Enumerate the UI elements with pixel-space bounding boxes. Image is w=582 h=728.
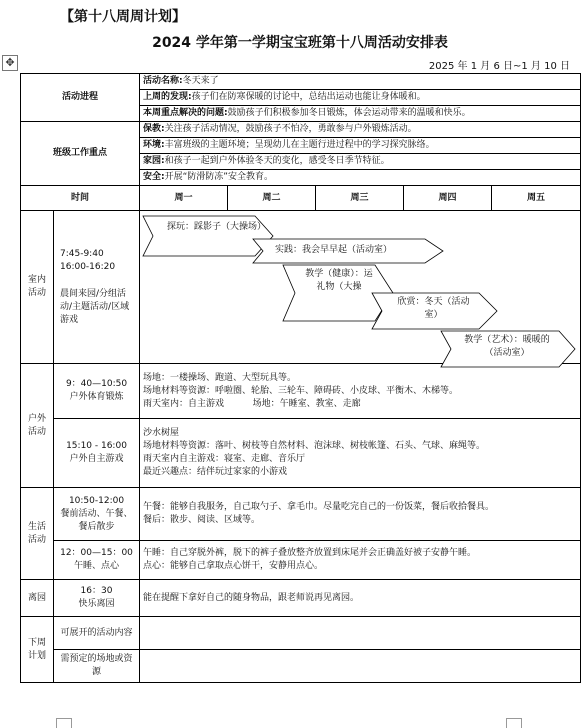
detail-line: 餐后：散步、阅读、区域等。 xyxy=(143,515,261,525)
leave-row xyxy=(21,580,581,617)
next-week-content[interactable] xyxy=(140,617,581,650)
focus-item: 家园:和孩子一起到户外体验冬天的变化，感受冬日季节特征。 xyxy=(140,154,581,170)
plan-table xyxy=(20,73,581,683)
focus-item: 环境:丰富班级的主题环境；呈现幼儿在主题行进过程中的学习探究脉络。 xyxy=(140,138,581,154)
outdoor-row-0 xyxy=(21,364,581,419)
date-range: 2025 年 1 月 6 日~1 月 10 日 xyxy=(428,61,570,72)
day-header: 周一 xyxy=(140,186,228,211)
outdoor-time: 9：40—10:50 xyxy=(65,379,128,389)
leave-time: 16：30 xyxy=(80,586,113,596)
detail-line: 场地材料等资源：落叶、树枝等自然材料、泡沫球、树枝帐篷、石头、气球、麻绳等。 xyxy=(143,441,486,451)
detail-line: 午餐：能够自我服务，自己取勺子、拿毛巾。尽量吃完自己的一份饭菜，餐后收拾餐具。 xyxy=(143,502,495,512)
detail-line: 场地：一楼操场、跑道、大型玩具等。 xyxy=(143,372,297,383)
outdoor-name: 户外自主游戏 xyxy=(69,454,124,464)
detail-line: 沙水树屋 xyxy=(143,428,180,438)
flow-arrow-label: 实践：我会早早起（活动室） xyxy=(275,245,393,255)
detail-line: 午睡：自己穿脱外裤，脱下的裤子叠放整齐放置到床尾并会正确盖好被子安静午睡。 xyxy=(143,548,477,558)
flow-arrow-label: 教学（艺术）：暖暖的（活动室） xyxy=(464,335,550,358)
leave-time-cell xyxy=(54,580,140,617)
next-week-row-0 xyxy=(21,617,581,650)
table-move-handle-icon[interactable]: ✥ xyxy=(2,55,18,71)
leave-label: 离园 xyxy=(21,580,54,617)
indoor-time-cell xyxy=(54,211,140,364)
life-row-0 xyxy=(21,488,581,541)
indoor-row xyxy=(21,211,581,364)
outdoor-detail xyxy=(140,419,581,488)
progress-row-0 xyxy=(21,74,581,90)
day-header: 周二 xyxy=(228,186,316,211)
next-week-label: 下周计划 xyxy=(21,617,54,683)
life-label: 生活活动 xyxy=(21,488,54,580)
progress-item: 活动名称:冬天来了 xyxy=(140,74,581,90)
focus-row-0 xyxy=(21,122,581,138)
outdoor-row-1 xyxy=(21,419,581,488)
outdoor-label: 户外活动 xyxy=(21,364,54,488)
week-header-row xyxy=(21,186,581,211)
flow-arrow xyxy=(441,331,575,367)
life-detail xyxy=(140,541,581,580)
life-detail xyxy=(140,488,581,541)
life-row-1 xyxy=(21,541,581,580)
life-time: 10:50-12:00 xyxy=(68,495,125,506)
life-time-cell xyxy=(54,541,140,580)
progress-item: 上周的发现:孩子们在防寒保暖的讨论中，总结出运动也能让身体暖和。 xyxy=(140,90,581,106)
next-week-content[interactable] xyxy=(140,650,581,683)
detail-line: 点心：能够自己拿取点心饼干，安静用点心。 xyxy=(143,561,324,571)
next-week-item: 需预定的场地或资源 xyxy=(54,650,140,683)
next-week-item: 可展开的活动内容 xyxy=(54,617,140,650)
next-week-row-1 xyxy=(21,650,581,683)
leave-name: 快乐离园 xyxy=(78,599,115,609)
flow-arrow-label: 教学（健康）：运礼物（大操 xyxy=(305,269,373,292)
day-header: 周四 xyxy=(404,186,492,211)
flow-arrow-label: 欣赏：冬天（活动室） xyxy=(397,297,470,320)
life-name: 午睡、点心 xyxy=(74,561,120,571)
progress-item: 本周重点解决的问题:鼓励孩子们积极参加冬日锻炼，体会运动带来的温暖和快乐。 xyxy=(140,106,581,122)
detail-line: 场地材料等资源：呼啦圈、轮胎、三轮车、障碍砖、小皮球、平衡木、木梯等。 xyxy=(143,385,459,396)
focus-item: 保教:关注孩子活动情况，鼓励孩子不怕冷，勇敢参与户外锻炼活动。 xyxy=(140,122,581,138)
outdoor-detail xyxy=(140,364,581,419)
life-name: 餐前活动、午餐、餐后散步 xyxy=(60,508,133,532)
detail-line: 雨天室内自主游戏：寝室、走廊、音乐厅 xyxy=(143,454,306,464)
time-header: 时间 xyxy=(21,186,140,211)
outdoor-time-cell xyxy=(54,364,140,419)
outdoor-time-cell xyxy=(54,419,140,488)
flow-arrow xyxy=(372,293,497,329)
day-header: 周三 xyxy=(316,186,404,211)
focus-label: 班级工作重点 xyxy=(21,122,140,186)
page-title: 2024 学年第一学期宝宝班第十八周活动安排表 xyxy=(152,35,448,51)
day-header: 周五 xyxy=(492,186,581,211)
progress-label: 活动进程 xyxy=(21,74,140,122)
indoor-time: 7:45-9:40 xyxy=(60,248,104,259)
indoor-types: 晨间来园/分组活动/主题活动/区域游戏 xyxy=(60,288,130,325)
indoor-time: 16:00-16:20 xyxy=(60,261,116,272)
detail-line: 最近兴趣点：结伴玩过家家的小游戏 xyxy=(143,467,288,477)
detail-line: 雨天室内：自主游戏 场地：午睡室、教室、走廊 xyxy=(143,398,361,409)
indoor-label: 室内活动 xyxy=(21,211,54,364)
life-time-cell xyxy=(54,488,140,541)
flow-arrow xyxy=(253,239,443,263)
life-time: 12：00—15：00 xyxy=(60,548,133,558)
flow-arrow-label: 探玩：踩影子（大操场） xyxy=(167,222,267,232)
outdoor-time: 15:10 - 16:00 xyxy=(66,441,127,451)
indoor-schedule xyxy=(140,211,581,364)
outdoor-name: 户外体育锻炼 xyxy=(69,392,124,402)
leave-detail: 能在提醒下拿好自己的随身物品，跟老师说再见离园。 xyxy=(140,580,581,617)
bracket-title: 【第十八周周计划】 xyxy=(60,9,186,25)
focus-item: 安全:开展“防滑防冻”安全教育。 xyxy=(140,170,581,186)
